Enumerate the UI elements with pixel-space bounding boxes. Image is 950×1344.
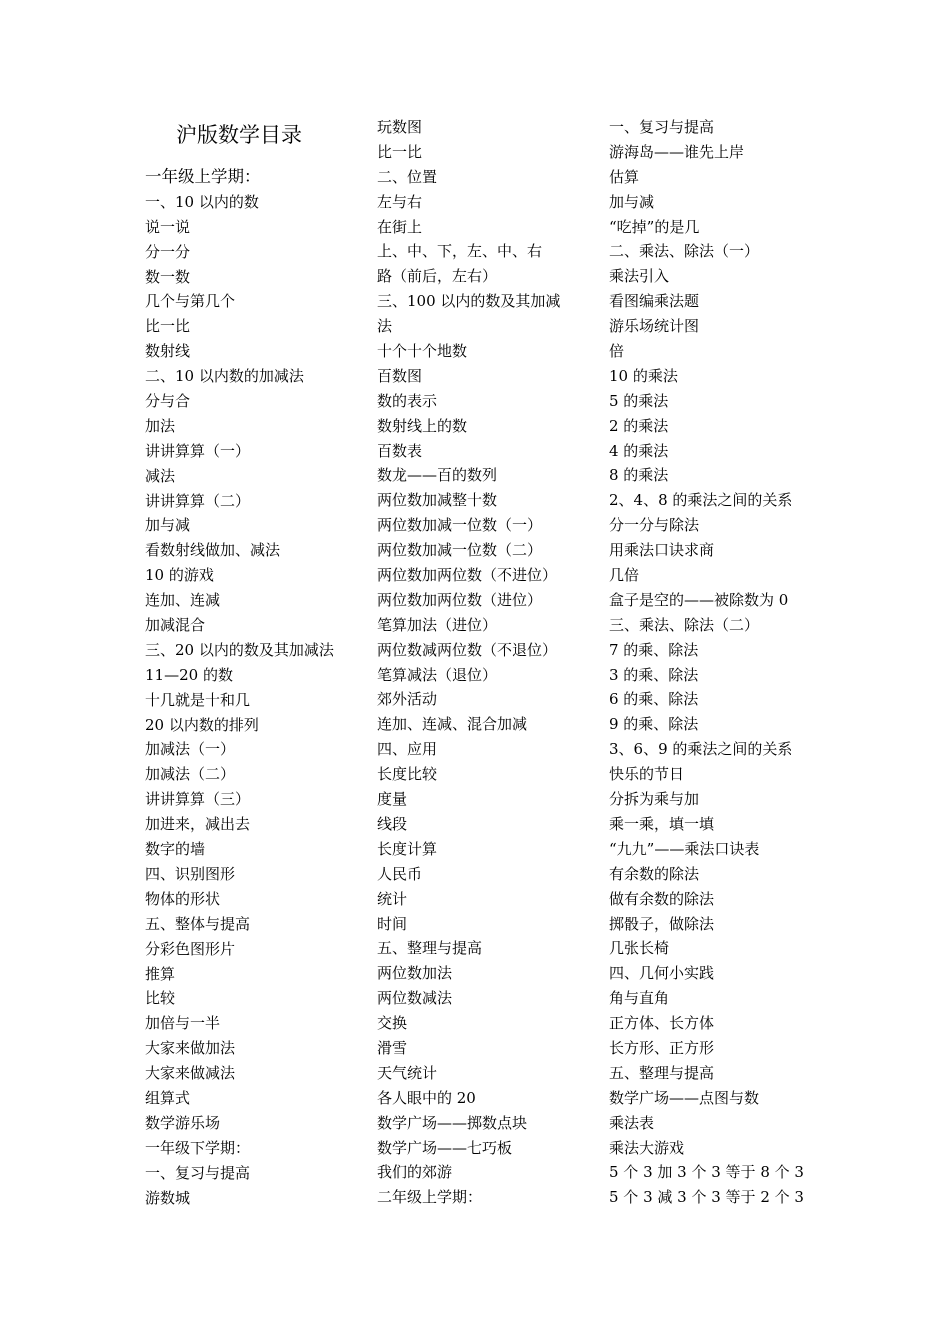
toc-entry: 数学游乐场 (145, 1113, 221, 1132)
toc-entry: 讲讲算算（二） (145, 491, 251, 510)
toc-entry: 分一分 (145, 242, 191, 261)
toc-entry: 加与减 (145, 516, 191, 535)
toc-entry: 数龙——百的数列 (377, 466, 498, 485)
toc-entry: 11—20 的数 (145, 665, 233, 684)
toc-entry: 一、复习与提高 (145, 1163, 251, 1182)
toc-entry: 三、乘法、除法（二） (609, 615, 760, 634)
toc-entry: 说一说 (145, 217, 191, 236)
toc-entry: 加倍与一半 (145, 1014, 221, 1033)
toc-entry: 五、整理与提高 (377, 939, 483, 958)
toc-entry: 数学广场——七巧板 (377, 1138, 513, 1157)
toc-entry: 数字的墙 (145, 840, 206, 859)
toc-entry: 二、位置 (377, 167, 438, 186)
toc-entry: 游乐场统计图 (609, 317, 700, 336)
toc-entry: 线段 (377, 814, 408, 833)
toc-entry: 度量 (377, 790, 408, 809)
toc-entry: 加减法（一） (145, 740, 236, 759)
toc-entry: 路（前后，左右） (377, 267, 498, 286)
toc-entry: 看图编乘法题 (609, 292, 700, 311)
toc-entry: 二年级上学期： (377, 1188, 483, 1207)
toc-entry: 数学广场——掷数点块 (377, 1113, 528, 1132)
toc-entry: 交换 (377, 1014, 408, 1033)
toc-entry: 两位数加减整十数 (377, 491, 498, 510)
toc-entry: 数的表示 (377, 391, 438, 410)
toc-entry: 游海岛——谁先上岸 (609, 142, 745, 161)
toc-entry: 分与合 (145, 392, 191, 411)
toc-entry: 分彩色图形片 (145, 939, 236, 958)
toc-entry: 长方形、正方形 (609, 1038, 715, 1057)
toc-entry: 几个与第几个 (145, 292, 236, 311)
toc-column-3 (609, 115, 824, 1210)
toc-entry: 四、应用 (377, 740, 438, 759)
toc-entry: 人民币 (377, 864, 423, 883)
toc-entry: 三、20 以内的数及其加减法 (145, 640, 334, 659)
toc-entry: 百数图 (377, 366, 423, 385)
toc-entry: “九九”——乘法口诀表 (609, 839, 760, 858)
toc-entry: 笔算加法（进位） (377, 615, 498, 634)
toc-entry: 角与直角 (609, 989, 670, 1008)
toc-entry: 加进来，减出去 (145, 815, 251, 834)
toc-entry: 3 的乘、除法 (609, 665, 699, 684)
toc-entry: 一年级下学期： (145, 1138, 251, 1157)
toc-entry: 估算 (609, 167, 640, 186)
toc-entry: 二、乘法、除法（一） (609, 242, 760, 261)
toc-entry: 四、几何小实践 (609, 964, 715, 983)
toc-entry: 看数射线做加、减法 (145, 541, 281, 560)
toc-entry: 四、识别图形 (145, 864, 236, 883)
toc-entry: 分拆为乘与加 (609, 790, 700, 809)
toc-entry: 4 的乘法 (609, 441, 669, 460)
toc-entry: 两位数加减一位数（二） (377, 541, 543, 560)
toc-entry: 加与减 (609, 192, 655, 211)
toc-entry: 加减法（二） (145, 765, 236, 784)
toc-entry: 比较 (145, 989, 176, 1008)
toc-entry: 两位数加两位数（不进位） (377, 566, 558, 585)
toc-entry: 5 的乘法 (609, 391, 669, 410)
toc-entry: 郊外活动 (377, 690, 438, 709)
toc-column-2 (377, 115, 607, 1210)
toc-entry: 长度计算 (377, 839, 438, 858)
toc-entry: 10 的游戏 (145, 566, 214, 585)
toc-entry: 3、6、9 的乘法之间的关系 (609, 740, 793, 759)
toc-entry: 各人眼中的 20 (377, 1088, 476, 1107)
toc-entry: 5 个 3 减 3 个 3 等于 2 个 3 (609, 1188, 804, 1207)
toc-entry: 大家来做加法 (145, 1039, 236, 1058)
toc-entry: 二、10 以内数的加减法 (145, 367, 304, 386)
toc-entry: 长度比较 (377, 765, 438, 784)
toc-entry: 快乐的节日 (609, 765, 685, 784)
toc-entry: 我们的郊游 (377, 1163, 453, 1182)
toc-entry: 滑雪 (377, 1038, 408, 1057)
toc-entry: 物体的形状 (145, 889, 221, 908)
toc-entry: 一、复习与提高 (609, 118, 715, 136)
toc-entry: 百数表 (377, 441, 423, 460)
toc-entry: 盒子是空的——被除数为 0 (609, 590, 789, 609)
toc-entry: 分一分与除法 (609, 516, 700, 535)
toc-entry: 比一比 (145, 317, 191, 336)
toc-entry: 2、4、8 的乘法之间的关系 (609, 491, 793, 510)
toc-entry: 6 的乘、除法 (609, 690, 699, 709)
toc-entry: 一年级上学期： (145, 167, 261, 186)
toc-entry: 两位数加两位数（进位） (377, 590, 543, 609)
toc-entry: 2 的乘法 (609, 416, 669, 435)
toc-entry: 8 的乘法 (609, 466, 669, 485)
toc-entry: 游数城 (145, 1188, 191, 1207)
toc-entry: 五、整理与提高 (609, 1063, 715, 1082)
toc-entry: 推算 (145, 964, 176, 983)
toc-entry: 数一数 (145, 267, 191, 286)
toc-entry: 法 (377, 317, 393, 336)
toc-entry: 十个十个地数 (377, 342, 468, 361)
toc-entry: 笔算减法（退位） (377, 665, 498, 684)
toc-entry: 统计 (377, 889, 408, 908)
toc-entry: 正方体、长方体 (609, 1014, 715, 1033)
toc-entry: 乘法大游戏 (609, 1138, 685, 1157)
toc-entry: 五、整体与提高 (145, 914, 251, 933)
toc-entry: 玩数图 (377, 118, 423, 136)
toc-entry: 左与右 (377, 192, 423, 211)
toc-entry: 乘一乘，填一填 (609, 814, 715, 833)
toc-entry: 10 的乘法 (609, 366, 678, 385)
toc-entry: 连加、连减 (145, 591, 221, 610)
toc-column-1 (145, 165, 375, 1210)
toc-entry: 20 以内数的排列 (145, 715, 259, 734)
toc-entry: 乘法引入 (609, 267, 670, 286)
toc-entry: 组算式 (145, 1088, 191, 1107)
toc-entry: “吃掉”的是几 (609, 217, 700, 236)
toc-entry: 5 个 3 加 3 个 3 等于 8 个 3 (609, 1163, 804, 1182)
toc-entry: 数射线上的数 (377, 416, 468, 435)
toc-entry: 掷骰子，做除法 (609, 914, 715, 933)
toc-entry: 两位数加法 (377, 964, 453, 983)
toc-entry: 十几就是十和几 (145, 690, 251, 709)
toc-entry: 讲讲算算（一） (145, 441, 251, 460)
toc-entry: 两位数加减一位数（一） (377, 516, 543, 535)
toc-entry: 一、10 以内的数 (145, 192, 259, 211)
toc-entry: 加减混合 (145, 616, 206, 635)
toc-entry: 数学广场——点图与数 (609, 1088, 760, 1107)
toc-entry: 几张长椅 (609, 939, 670, 958)
toc-entry: 9 的乘、除法 (609, 715, 699, 734)
toc-entry: 天气统计 (377, 1063, 438, 1082)
toc-entry: 连加、连减、混合加减 (377, 715, 528, 734)
toc-entry: 用乘法口诀求商 (609, 541, 715, 560)
toc-entry: 大家来做减法 (145, 1064, 236, 1083)
toc-entry: 乘法表 (609, 1113, 655, 1132)
toc-entry: 讲讲算算（三） (145, 790, 251, 809)
page-title: 沪版数学目录 (176, 123, 302, 147)
toc-entry: 加法 (145, 416, 176, 435)
toc-entry: 比一比 (377, 142, 423, 161)
toc-entry: 三、100 以内的数及其加减 (377, 292, 561, 311)
toc-entry: 有余数的除法 (609, 864, 700, 883)
toc-entry: 7 的乘、除法 (609, 640, 699, 659)
toc-entry: 两位数减法 (377, 989, 453, 1008)
toc-entry: 上、中、下，左、中、右 (377, 242, 543, 261)
toc-entry: 做有余数的除法 (609, 889, 715, 908)
toc-entry: 减法 (145, 466, 176, 485)
toc-entry: 几倍 (609, 566, 640, 585)
toc-entry: 时间 (377, 914, 408, 933)
toc-entry: 倍 (609, 342, 625, 361)
toc-entry: 在街上 (377, 217, 423, 236)
toc-entry: 两位数减两位数（不退位） (377, 640, 558, 659)
toc-entry: 数射线 (145, 342, 191, 361)
